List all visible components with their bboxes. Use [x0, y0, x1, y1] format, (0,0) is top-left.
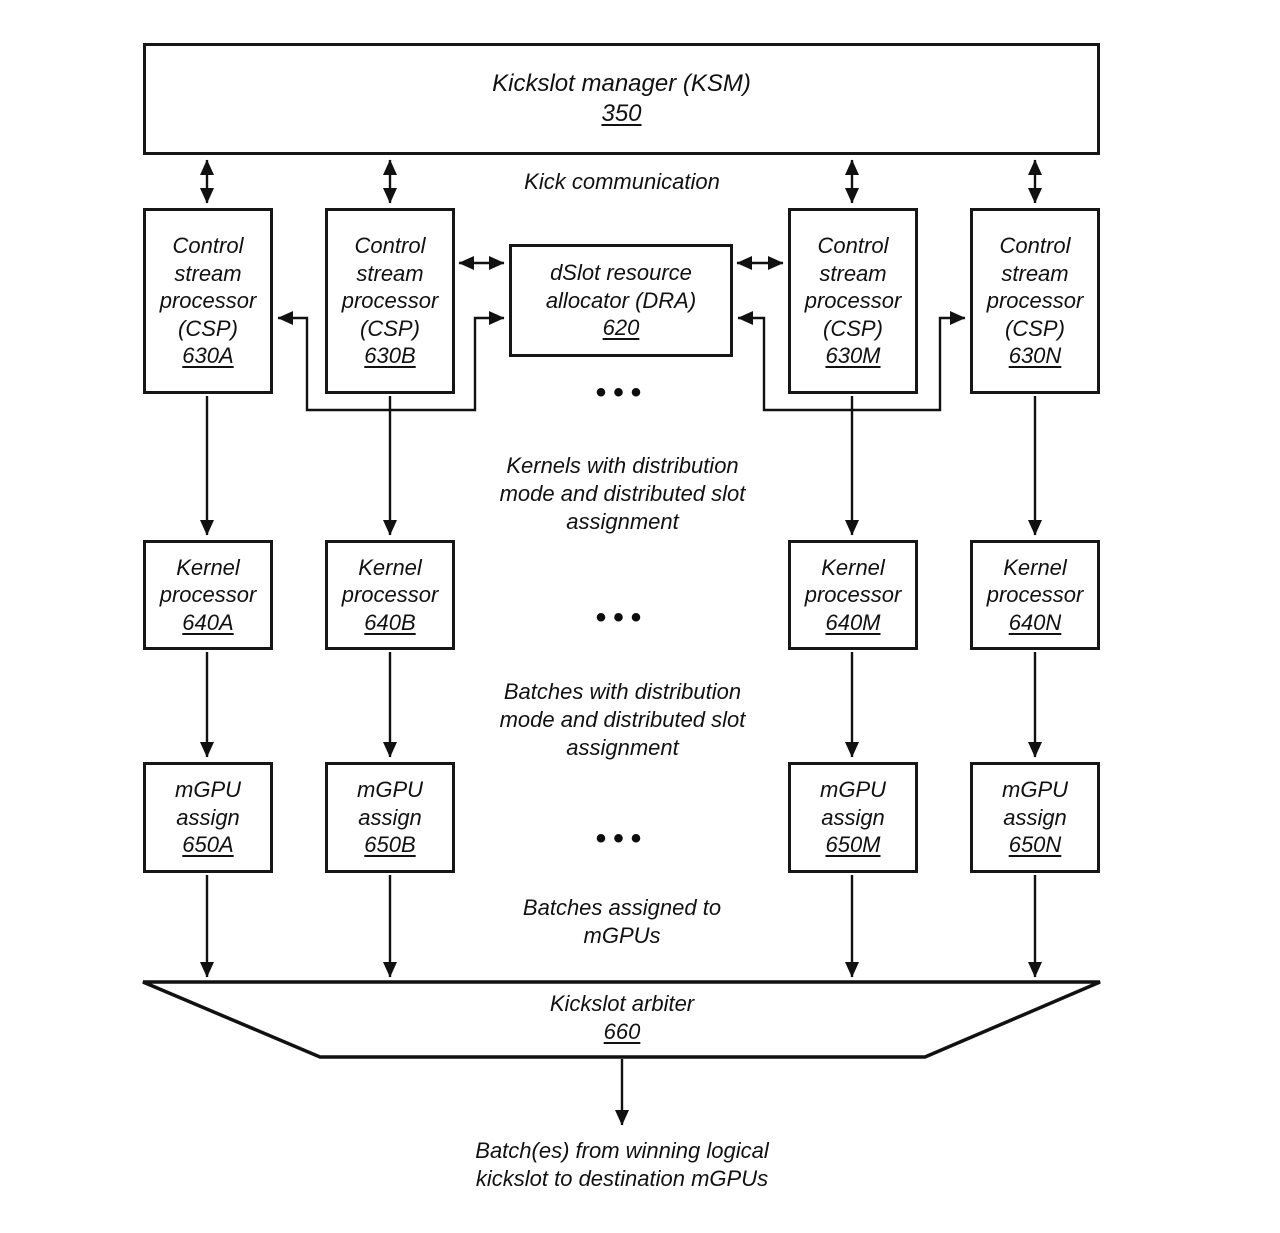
dra-title: dSlot resource allocator (DRA): [545, 260, 697, 313]
arbiter-ref: 660: [603, 1018, 641, 1044]
kernel-box-640b: [325, 540, 455, 650]
kernel-title: Kernel processor: [159, 554, 257, 608]
kernel-box-640m: [788, 540, 918, 650]
label-kernels-distribution: Kernels with distribution mode and distributed slot assignment: [499, 453, 746, 534]
mgpu-ref: 650N: [1008, 832, 1062, 858]
ellipsis-row-dra: •••: [595, 376, 649, 409]
kernel-ref: 640A: [182, 609, 234, 635]
kernel-ref: 640M: [825, 609, 881, 635]
label-kick-communication: Kick communication: [524, 169, 720, 194]
kernel-box-640a: [143, 540, 273, 650]
csp-ref: 630N: [1008, 343, 1062, 369]
csp-box-630m: [788, 208, 918, 394]
mgpu-title: mGPU assign: [357, 777, 423, 830]
csp-box-630a: [143, 208, 273, 394]
mgpu-ref: 650B: [364, 832, 416, 858]
csp-ref: 630B: [364, 343, 416, 369]
mgpu-title: mGPU assign: [1002, 777, 1068, 830]
dra-ref: 620: [602, 315, 640, 341]
ksm-ref: 350: [601, 100, 642, 127]
label-batches-assigned: Batches assigned to mGPUs: [522, 895, 722, 948]
label-batches-distribution: Batches with distribution mode and distributed slot assignment: [499, 679, 746, 760]
ksm-title: Kickslot manager (KSM): [492, 70, 751, 97]
csp-box-630b: [325, 208, 455, 394]
mgpu-box-650n: [970, 762, 1100, 873]
mgpu-box-650m: [788, 762, 918, 873]
csp-title: Control stream processor (CSP): [341, 233, 439, 341]
kernel-box-640n: [970, 540, 1100, 650]
arbiter-title: Kickslot arbiter: [549, 991, 695, 1016]
kernel-ref: 640N: [1008, 609, 1062, 635]
csp-ref: 630A: [182, 343, 234, 369]
mgpu-title: mGPU assign: [175, 777, 241, 830]
mgpu-box-650b: [325, 762, 455, 873]
ksm-box: [143, 43, 1100, 155]
ellipsis-row-kernel: •••: [595, 601, 649, 634]
csp-title: Control stream processor (CSP): [804, 233, 902, 341]
label-final-output: Batch(es) from winning logical kickslot to destination mGPUs: [475, 1138, 769, 1191]
csp-box-630n: [970, 208, 1100, 394]
mgpu-title: mGPU assign: [820, 777, 886, 830]
mgpu-ref: 650A: [182, 832, 234, 858]
dra-box: [509, 244, 733, 357]
csp-title: Control stream processor (CSP): [986, 233, 1084, 341]
mgpu-box-650a: [143, 762, 273, 873]
kernel-title: Kernel processor: [804, 554, 902, 608]
kernel-title: Kernel processor: [986, 554, 1084, 608]
kernel-title: Kernel processor: [341, 554, 439, 608]
mgpu-ref: 650M: [825, 832, 881, 858]
kernel-ref: 640B: [364, 609, 416, 635]
csp-ref: 630M: [825, 343, 881, 369]
ellipsis-row-mgpu: •••: [595, 822, 649, 855]
arbiter-label: [460, 990, 784, 1045]
csp-title: Control stream processor (CSP): [159, 233, 257, 341]
